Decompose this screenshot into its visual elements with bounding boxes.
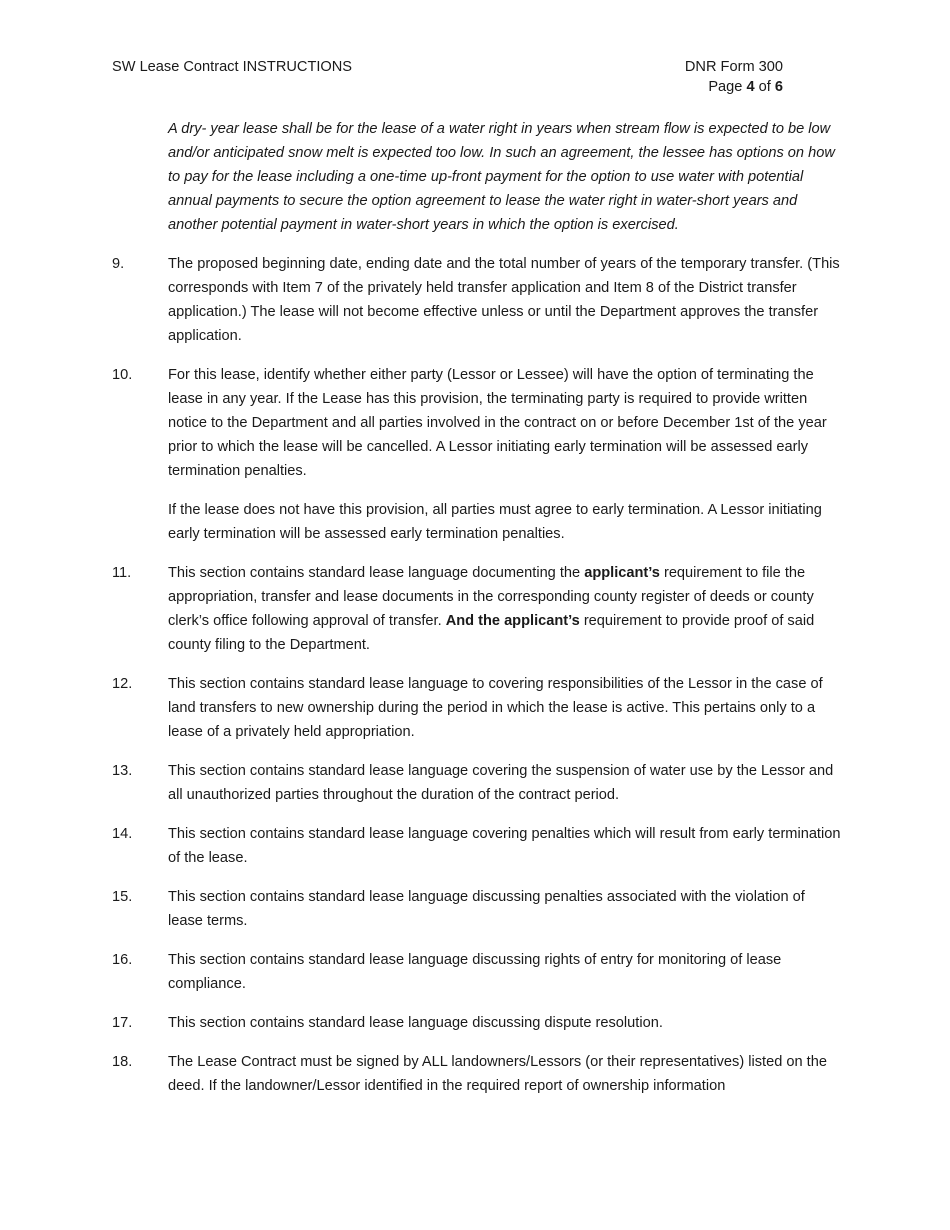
item-number: 13. bbox=[112, 763, 133, 779]
item-number: 16. bbox=[112, 952, 133, 968]
item-10-sub-paragraph: If the lease does not have this provision, all parties must agree to early termination. A Lessor initiating early termination will be assessed early termination penalties. bbox=[168, 502, 822, 542]
dry-year-lease-paragraph: A dry- year lease shall be for the lease of a water right in years when stream flow is expected to be low and/or anticipated snow melt is expected too low. In such an agreement, the lessee has options on how to pay for the lease including a one-time up-front payment for the option to use water with potential annual payments to secure the option agreement to lease the water right in water-short years and another potential payment in water-short years in which the option is exercised. bbox=[168, 121, 835, 233]
item-number: 17. bbox=[112, 1015, 133, 1031]
page-prefix: Page bbox=[708, 79, 747, 95]
item-text: This section contains standard lease language covering penalties which will result from early termination of the lease. bbox=[168, 826, 841, 866]
list-item-15 bbox=[112, 885, 842, 933]
item-bold-part: And the applicant’s bbox=[445, 613, 580, 629]
page-of: of bbox=[754, 79, 775, 95]
page-total: 6 bbox=[774, 79, 783, 95]
list-item-9 bbox=[112, 252, 842, 348]
form-number: DNR Form 300 bbox=[684, 59, 783, 75]
item-text-part: requirement to file the appropriation, transfer and lease documents in the corresponding county register of deeds or county clerk’s office following approval of transfer. bbox=[168, 565, 814, 629]
item-text: This section contains standard lease language discussing penalties associated with the violation of lease terms. bbox=[168, 889, 805, 929]
item-text: This section contains standard lease language covering the suspension of water use by the Lessor and all unauthorized parties throughout the duration of the contract period. bbox=[168, 763, 834, 803]
item-number: 11. bbox=[112, 565, 132, 581]
list-item-12 bbox=[112, 672, 842, 744]
document-body bbox=[112, 117, 842, 1113]
header-title: SW Lease Contract INSTRUCTIONS bbox=[112, 59, 353, 75]
list-item-17 bbox=[112, 1011, 842, 1035]
item-text: This section contains standard lease language discussing rights of entry for monitoring of lease compliance. bbox=[168, 952, 782, 992]
item-text-part: requirement to provide proof of said county filing to the Department. bbox=[168, 613, 815, 653]
item-text: This section contains standard lease language discussing dispute resolution. bbox=[168, 1015, 663, 1031]
item-number: 15. bbox=[112, 889, 133, 905]
item-text: The proposed beginning date, ending date and the total number of years of the temporary transfer. (This corresponds with Item 7 of the privately held transfer application and Item 8 of the District transfer application.) The lease will not become effective unless or until the Department approves the transfer application. bbox=[168, 256, 840, 344]
item-bold-part: applicant’s bbox=[584, 565, 660, 581]
item-number: 18. bbox=[112, 1054, 133, 1070]
list-item-10 bbox=[112, 363, 842, 483]
item-number: 9. bbox=[112, 256, 125, 272]
item-text: For this lease, identify whether either party (Lessor or Lessee) will have the option of terminating the lease in any year. If the Lease has this provision, the terminating party is required to provide written notice to the Department and all parties involved in the contract on or before December 1st of the year prior to which the lease will be cancelled. A Lessor initiating early termination will be assessed early termination penalties. bbox=[168, 367, 827, 479]
item-number: 12. bbox=[112, 676, 133, 692]
item-text: The Lease Contract must be signed by ALL landowners/Lessors (or their representatives) listed on the deed. If the landowner/Lessor identified in the required report of ownership information bbox=[168, 1054, 827, 1094]
header-form-info bbox=[600, 57, 783, 97]
item-text: This section contains standard lease language to covering responsibilities of the Lessor in the case of land transfers to new ownership during the period in which the lease is active. This pertains only to a lease of a privately held appropriation. bbox=[168, 676, 823, 740]
page-current: 4 bbox=[746, 79, 755, 95]
item-text-part: This section contains standard lease language documenting the bbox=[168, 565, 585, 581]
list-item-14 bbox=[112, 822, 842, 870]
list-item-13 bbox=[112, 759, 842, 807]
item-number: 14. bbox=[112, 826, 133, 842]
list-item-18 bbox=[112, 1050, 842, 1098]
page-number bbox=[600, 77, 783, 97]
item-number: 10. bbox=[112, 367, 133, 383]
list-item-16 bbox=[112, 948, 842, 996]
item-text bbox=[168, 561, 842, 657]
list-item-11 bbox=[112, 561, 842, 657]
